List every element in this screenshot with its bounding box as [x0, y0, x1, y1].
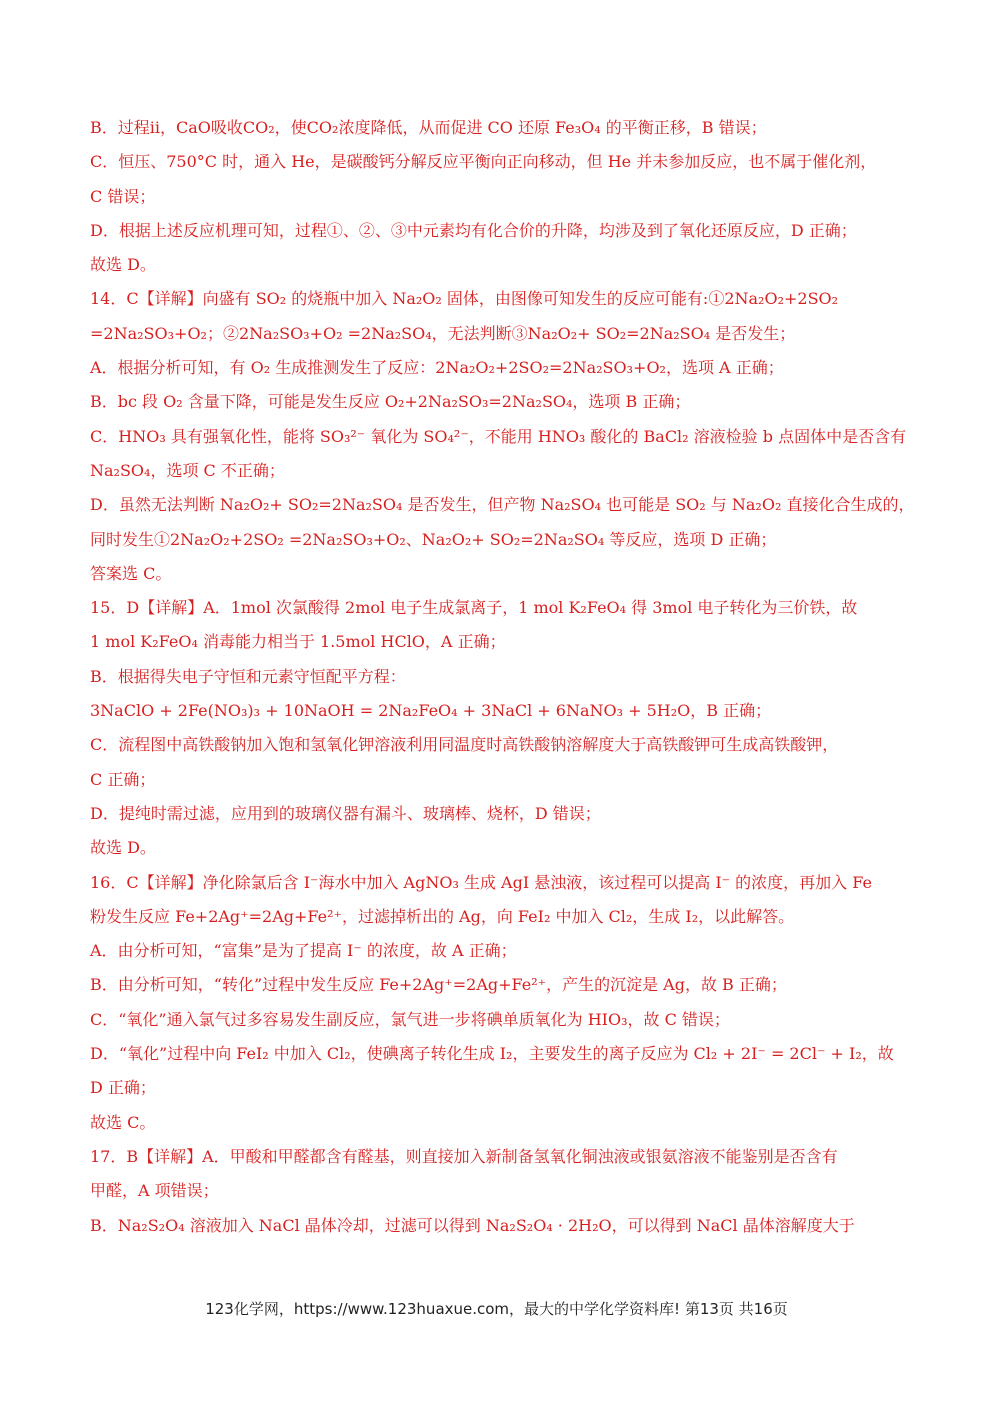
text-line: A．由分析可知，“富集”是为了提高 I⁻ 的浓度，故 A 正确；: [90, 941, 517, 961]
text-line: 故选 D。: [90, 255, 156, 275]
text-line: B．Na₂S₂O₄ 溶液加入 NaCl 晶体冷却，过滤可以得到 Na₂S₂O₄ · 2H₂O，可以得到 NaCl 晶体溶解度大于: [90, 1215, 855, 1235]
text-line: D．虽然无法判断 Na₂O₂+ SO₂=2Na₂SO₄ 是否发生，但产物 Na₂SO₄ 也可能是 SO₂ 与 Na₂O₂ 直接化合生成的，: [90, 495, 915, 515]
document-body: [90, 118, 915, 1250]
text-line: 同时发生①2Na₂O₂+2SO₂ =2Na₂SO₃+O₂、Na₂O₂+ SO₂=2Na₂SO₄ 等反应，选项 D 正确；: [90, 529, 777, 549]
text-line: 1 mol K₂FeO₄ 消毒能力相当于 1.5mol HClO，A 正确；: [90, 632, 506, 652]
text-line: D．提纯时需过滤，应用到的玻璃仪器有漏斗、玻璃棒、烧杯，D 错误；: [90, 803, 601, 823]
text-line: C 正确；: [90, 769, 156, 789]
text-line: B．过程ⅱ，CaO吸收CO₂，使CO₂浓度降低，从而促进 CO 还原 Fe₃O₄ 的平衡正移，B 错误；: [90, 118, 767, 137]
text-line: D．根据上述反应机理可知，过程①、②、③中元素均有化合价的升降，均涉及到了氧化还原反应，D 正确；: [90, 220, 857, 240]
text-line: C 错误；: [90, 186, 156, 206]
text-line: =2Na₂SO₃+O₂；②2Na₂SO₃+O₂ =2Na₂SO₄，无法判断③Na₂O₂+ SO₂=2Na₂SO₄ 是否发生；: [90, 323, 796, 343]
text-line: C．恒压、750°C 时，通入 He，是碳酸钙分解反应平衡向正向移动，但 He 并未参加反应，也不属于催化剂，: [90, 152, 877, 172]
text-line: 甲醛，A 项错误；: [90, 1181, 219, 1201]
page-footer: 123化学网，https://www.123huaxue.com，最大的中学化学资料库! 第13页 共16页: [205, 1300, 788, 1318]
text-line: A．根据分析可知，有 O₂ 生成推测发生了反应：2Na₂O₂+2SO₂=2Na₂SO₃+O₂，选项 A 正确；: [90, 358, 784, 378]
text-line: 故选 C。: [90, 1112, 156, 1132]
text-line: 答案选 C。: [90, 563, 172, 583]
text-line: B．根据得失电子守恒和元素守恒配平方程：: [90, 666, 406, 686]
text-line: 故选 D。: [90, 838, 156, 858]
text-line: 16．C【详解】净化除氯后含 I⁻海水中加入 AgNO₃ 生成 AgI 悬浊液，该过程可以提高 I⁻ 的浓度，再加入 Fe: [90, 872, 872, 892]
text-line: 14．C【详解】向盛有 SO₂ 的烧瓶中加入 Na₂O₂ 固体，由图像可知发生的反应可能有:①2Na₂O₂+2SO₂: [90, 289, 839, 309]
text-line: Na₂SO₄，选项 C 不正确；: [90, 460, 285, 480]
text-line: C．流程图中高铁酸钠加入饱和氢氧化钾溶液利用同温度时高铁酸钠溶解度大于高铁酸钾可生成高铁酸钾，: [90, 735, 839, 755]
text-line: C．“氧化”通入氯气过多容易发生副反应，氯气进一步将碘单质氧化为 HIO₃，故 C 错误；: [90, 1009, 730, 1029]
text-line: 3NaClO + 2Fe(NO₃)₃ + 10NaOH = 2Na₂FeO₄ + 3NaCl + 6NaNO₃ + 5H₂O，B 正确；: [90, 701, 772, 721]
text-line: 17．B【详解】A．甲酸和甲醛都含有醛基，则直接加入新制备氢氧化铜浊液或银氨溶液不能鉴别是否含有: [90, 1146, 838, 1166]
text-line: 粉发生反应 Fe+2Ag⁺=2Ag+Fe²⁺，过滤掉析出的 Ag，向 FeI₂ 中加入 Cl₂，生成 I₂，以此解答。: [90, 906, 795, 926]
text-line: B．由分析可知，“转化”过程中发生反应 Fe+2Ag⁺=2Ag+Fe²⁺，产生的沉淀是 Ag，故 B 正确；: [90, 975, 787, 995]
text-line: D 正确；: [90, 1078, 156, 1098]
text-line: B．bc 段 O₂ 含量下降，可能是发生反应 O₂+2Na₂SO₃=2Na₂SO₄，选项 B 正确；: [90, 392, 691, 412]
text-line: C．HNO₃ 具有强氧化性，能将 SO₃²⁻ 氧化为 SO₄²⁻，不能用 HNO₃ 酸化的 BaCl₂ 溶液检验 b 点固体中是否含有: [90, 426, 907, 446]
text-line: 15．D【详解】A．1mol 次氯酸得 2mol 电子生成氯离子，1 mol K₂FeO₄ 得 3mol 电子转化为三价铁，故: [90, 598, 858, 618]
text-line: D．“氧化”过程中向 FeI₂ 中加入 Cl₂，使碘离子转化生成 I₂，主要发生的离子反应为 Cl₂ + 2I⁻ = 2Cl⁻ + I₂，故: [90, 1044, 894, 1064]
